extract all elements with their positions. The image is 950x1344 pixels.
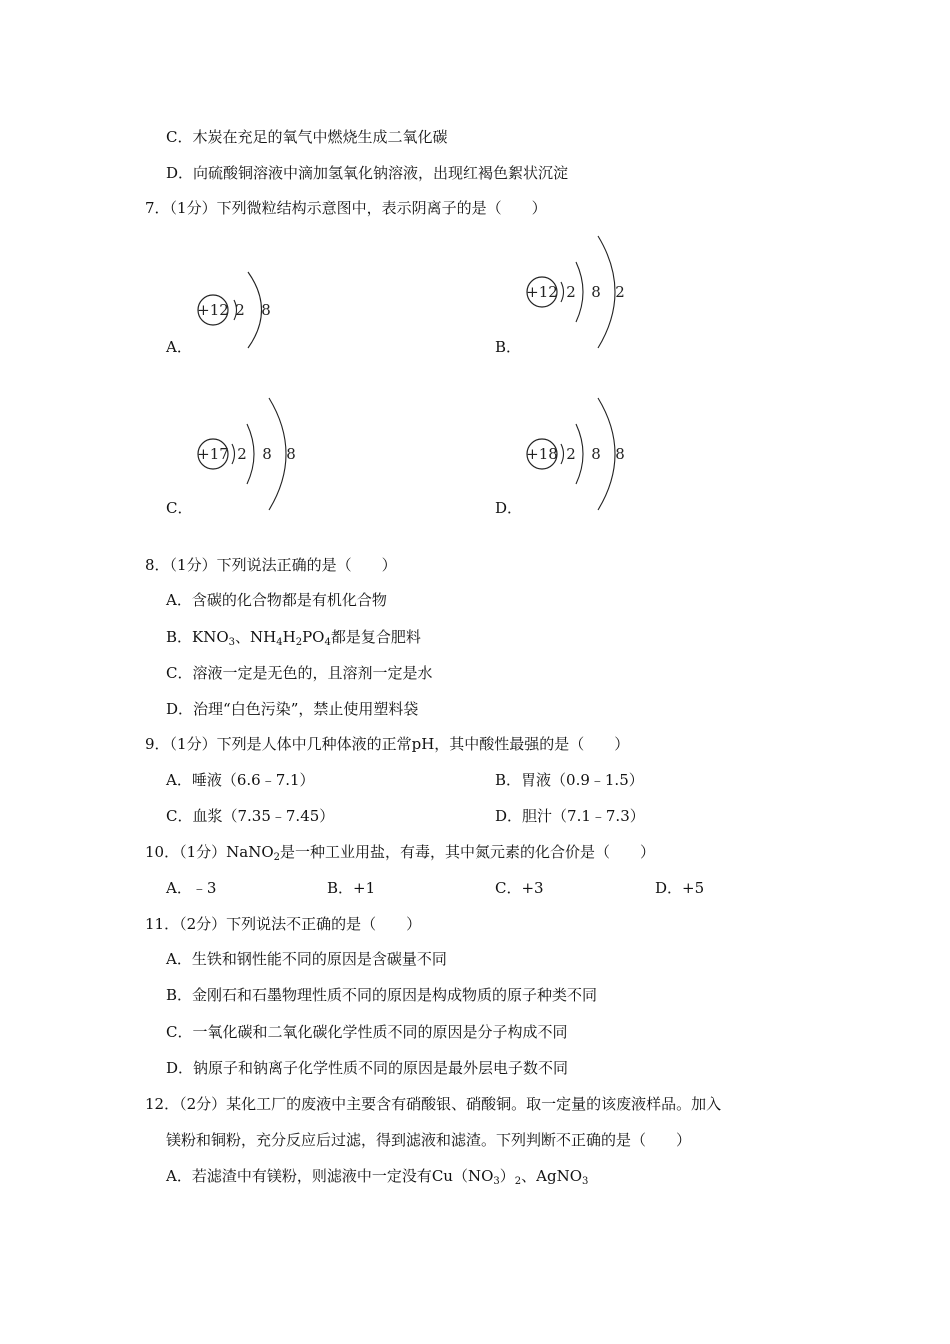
q9-option-b: B．胃液（0.9﹣1.5） xyxy=(495,771,644,789)
nucleus-charge: +12 xyxy=(526,283,558,301)
shell-electrons: 2 xyxy=(235,301,245,319)
q7-option-b-diagram xyxy=(524,232,634,356)
electron-shell-arc xyxy=(576,424,583,484)
q11-option-d: D．钠原子和钠离子化学性质不同的原因是最外层电子数不同 xyxy=(166,1059,569,1077)
q10-option-b: B．+1 xyxy=(327,879,376,897)
q12-stem-line2: 镁粉和铜粉，充分反应后过滤，得到滤液和滤渣。下列判断不正确的是（ ） xyxy=(166,1131,692,1149)
q10-option-c: C．+3 xyxy=(495,879,544,897)
q7-option-c-diagram xyxy=(195,394,305,518)
q10-option-d: D．+5 xyxy=(655,879,705,897)
q7-option-d-diagram xyxy=(524,394,634,518)
q7-option-c-label: C． xyxy=(166,499,193,517)
q12-stem-line1: 12．（2分）某化工厂的废液中主要含有硝酸银、硝酸铜。取一定量的该废液样品。加入 xyxy=(145,1095,722,1113)
electron-shell-arc xyxy=(561,444,564,464)
electron-shell-arc xyxy=(247,424,254,484)
nucleus-charge: +12 xyxy=(197,301,229,319)
shell-electrons: 8 xyxy=(286,445,296,463)
q7-option-d-label: D． xyxy=(495,499,523,517)
q9-stem: 9．（1分）下列是人体中几种体液的正常pH，其中酸性最强的是（ ） xyxy=(145,735,630,753)
shell-electrons: 8 xyxy=(262,445,272,463)
shell-electrons: 8 xyxy=(591,283,601,301)
q8-option-c: C．溶液一定是无色的，且溶剂一定是水 xyxy=(166,664,433,682)
q8-option-a: A．含碳的化合物都是有机化合物 xyxy=(166,591,387,609)
shell-electrons: 8 xyxy=(615,445,625,463)
nucleus-charge: +18 xyxy=(526,445,558,463)
q6-option-c: C．木炭在充足的氧气中燃烧生成二氧化碳 xyxy=(166,128,448,146)
q12-option-a: A．若滤渣中有镁粉，则滤液中一定没有$Cu(NO_3)_2$、AgNO$_3$ xyxy=(166,1167,589,1187)
q7-option-a-diagram xyxy=(195,262,285,362)
shell-electrons: 8 xyxy=(591,445,601,463)
electron-shell-arc xyxy=(232,444,235,464)
q10-stem: 10．（1分）NaNO$_2$是一种工业用盐，有毒，其中氮元素的化合价是（ ） xyxy=(145,843,656,863)
q8-option-d: D．治理“白色污染”，禁止使用塑料袋 xyxy=(166,700,419,718)
q10-option-a: A．﹣3 xyxy=(166,879,217,897)
q7-stem: 7．（1分）下列微粒结构示意图中，表示阴离子的是（ ） xyxy=(145,199,547,217)
electron-shell-arc xyxy=(576,262,583,322)
electron-shell-arc xyxy=(561,282,564,302)
q7-option-b-label: B． xyxy=(495,338,522,356)
q9-option-c: C．血浆（7.35﹣7.45） xyxy=(166,807,335,825)
shell-electrons: 2 xyxy=(566,445,576,463)
shell-electrons: 2 xyxy=(566,283,576,301)
shell-electrons: 2 xyxy=(615,283,625,301)
electron-shell-arc xyxy=(248,272,262,348)
q9-option-d: D．胆汁（7.1﹣7.3） xyxy=(495,807,645,825)
shell-electrons: 2 xyxy=(237,445,247,463)
nucleus-charge: +17 xyxy=(197,445,229,463)
q7-option-a-label: A． xyxy=(166,338,192,356)
q9-option-a: A．唾液（6.6﹣7.1） xyxy=(166,771,315,789)
q11-option-c: C．一氧化碳和二氧化碳化学性质不同的原因是分子构成不同 xyxy=(166,1023,568,1041)
shell-electrons: 8 xyxy=(261,301,271,319)
q11-stem: 11．（2分）下列说法不正确的是（ ） xyxy=(145,915,422,933)
q8-option-b: B．$KNO_3$、$NH_4H_2PO_4$都是复合肥料 xyxy=(166,628,421,648)
q8-stem: 8．（1分）下列说法正确的是（ ） xyxy=(145,556,397,574)
q6-option-d: D．向硫酸铜溶液中滴加氢氧化钠溶液，出现红褐色絮状沉淀 xyxy=(166,164,569,182)
q11-option-b: B．金刚石和石墨物理性质不同的原因是构成物质的原子种类不同 xyxy=(166,986,598,1004)
q11-option-a: A．生铁和钢性能不同的原因是含碳量不同 xyxy=(166,950,447,968)
